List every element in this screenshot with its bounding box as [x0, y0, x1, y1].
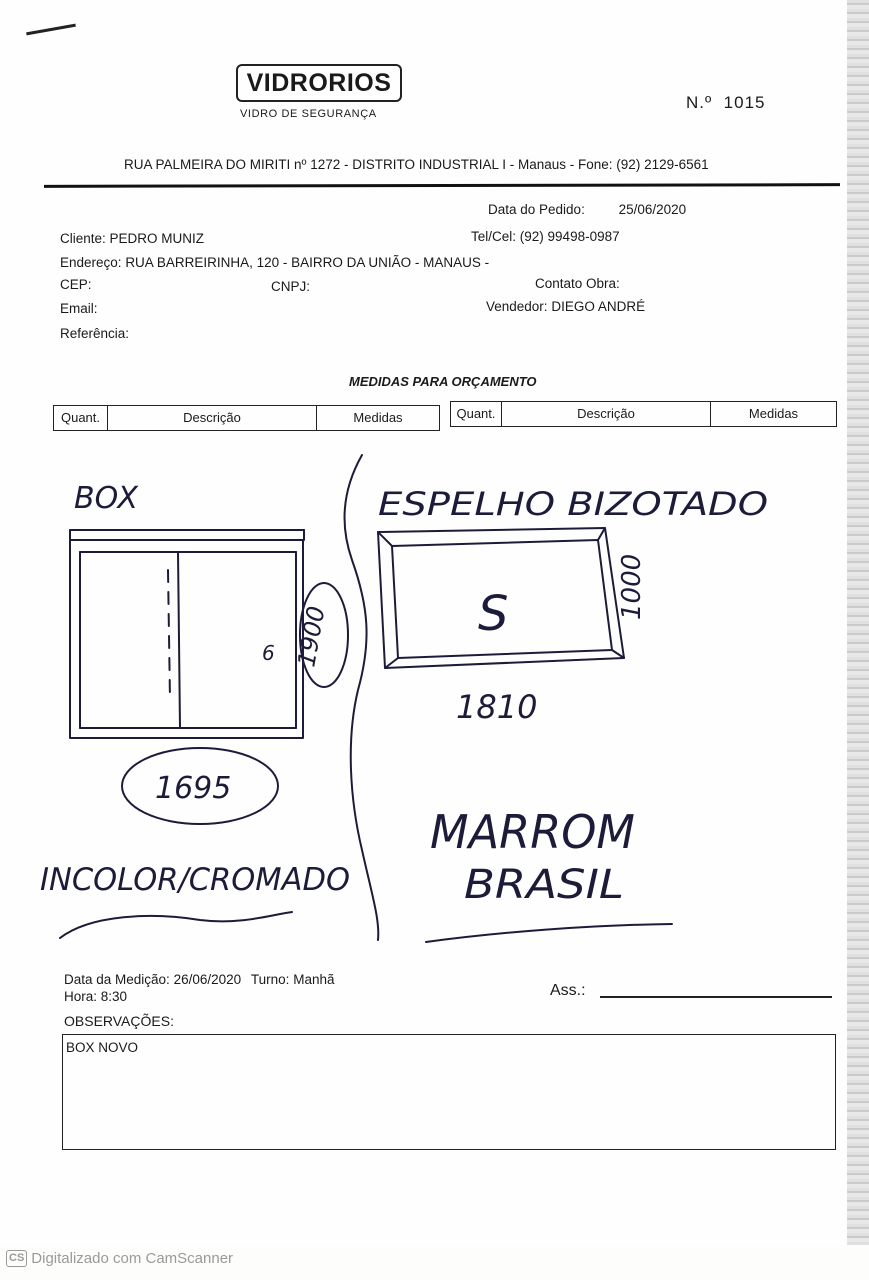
client-label: Cliente: — [60, 231, 106, 246]
box-height: 1900 — [292, 604, 331, 670]
time-value: 8:30 — [100, 989, 128, 1004]
number-label: N.º — [686, 93, 713, 112]
cep-label: CEP: — [60, 277, 92, 292]
column-medidas: Medidas — [748, 406, 799, 421]
measurement-date-value: 26/06/2020 — [173, 972, 242, 987]
measurement-date — [64, 972, 335, 987]
finish-underline — [60, 912, 292, 938]
measures-title: MEDIDAS PARA ORÇAMENTO — [349, 374, 537, 389]
column-descricao: Descrição — [108, 406, 317, 430]
reference-label: Referência: — [60, 326, 130, 341]
email-label: Email: — [60, 301, 98, 316]
box-title: BOX — [74, 481, 138, 516]
measurement-date-label: Data da Medição: — [64, 972, 170, 987]
mirror-finish-underline — [426, 924, 672, 942]
signature-line — [600, 996, 832, 998]
client-value: PEDRO MUNIZ — [109, 231, 205, 246]
column-quant: Quant. — [54, 406, 108, 430]
signature-label: Ass.: — [550, 982, 586, 999]
observations-label: OBSERVAÇÕES: — [64, 1013, 174, 1029]
phone-label: Tel/Cel: — [471, 229, 517, 244]
mirror-title: ESPELHO BIZOTADO — [378, 485, 768, 523]
mirror-height: 1000 — [617, 553, 647, 620]
measurement-time — [64, 989, 127, 1004]
order-date-value: 25/06/2020 — [618, 202, 687, 217]
column-descricao: Descrição — [502, 402, 711, 426]
box-width: 1695 — [155, 771, 232, 806]
phone-value: (92) 99498-0987 — [519, 229, 620, 244]
observations-box — [62, 1034, 836, 1150]
scanner-footer — [6, 1250, 233, 1267]
address-label: Endereço: — [60, 255, 122, 270]
brand-name: VIDRORIOS — [246, 69, 392, 97]
shift-label: Turno: — [250, 972, 290, 987]
brand-tagline: VIDRO DE SEGURANÇA — [240, 108, 377, 120]
footer-text: Digitalizado com CamScanner — [31, 1250, 234, 1267]
company-address: RUA PALMEIRA DO MIRITI nº 1272 - DISTRITO INDUSTRIAL I - Manaus - Fone: (92) 2129-6561 — [124, 157, 709, 172]
column-quant: Quant. — [451, 402, 502, 426]
mirror-finish-1: MARROM — [430, 805, 635, 859]
cnpj-label: CNPJ: — [271, 279, 311, 294]
shift-value: Manhã — [293, 972, 335, 987]
box-note: 6 — [262, 641, 275, 665]
order-date-label: Data do Pedido: — [488, 202, 585, 217]
camscanner-icon: CS — [6, 1250, 27, 1267]
column-medidas: Medidas — [353, 410, 403, 425]
mirror-width: 1810 — [456, 688, 538, 726]
address-value: RUA BARREIRINHA, 120 - BAIRRO DA UNIÃO - MANAUS - — [125, 255, 490, 270]
number-value: 1015 — [723, 93, 766, 112]
box-frame-drawing — [70, 540, 303, 738]
seller-label: Vendedor: — [486, 299, 548, 314]
time-label: Hora: — [64, 989, 98, 1004]
contact-label: Contato Obra: — [535, 276, 620, 291]
mirror-note: S — [478, 586, 509, 642]
observations-text: BOX NOVO — [66, 1040, 139, 1055]
mirror-finish-2: BRASIL — [464, 862, 624, 908]
seller-value: DIEGO ANDRÉ — [551, 299, 646, 314]
box-finish: INCOLOR/CROMADO — [40, 862, 350, 898]
